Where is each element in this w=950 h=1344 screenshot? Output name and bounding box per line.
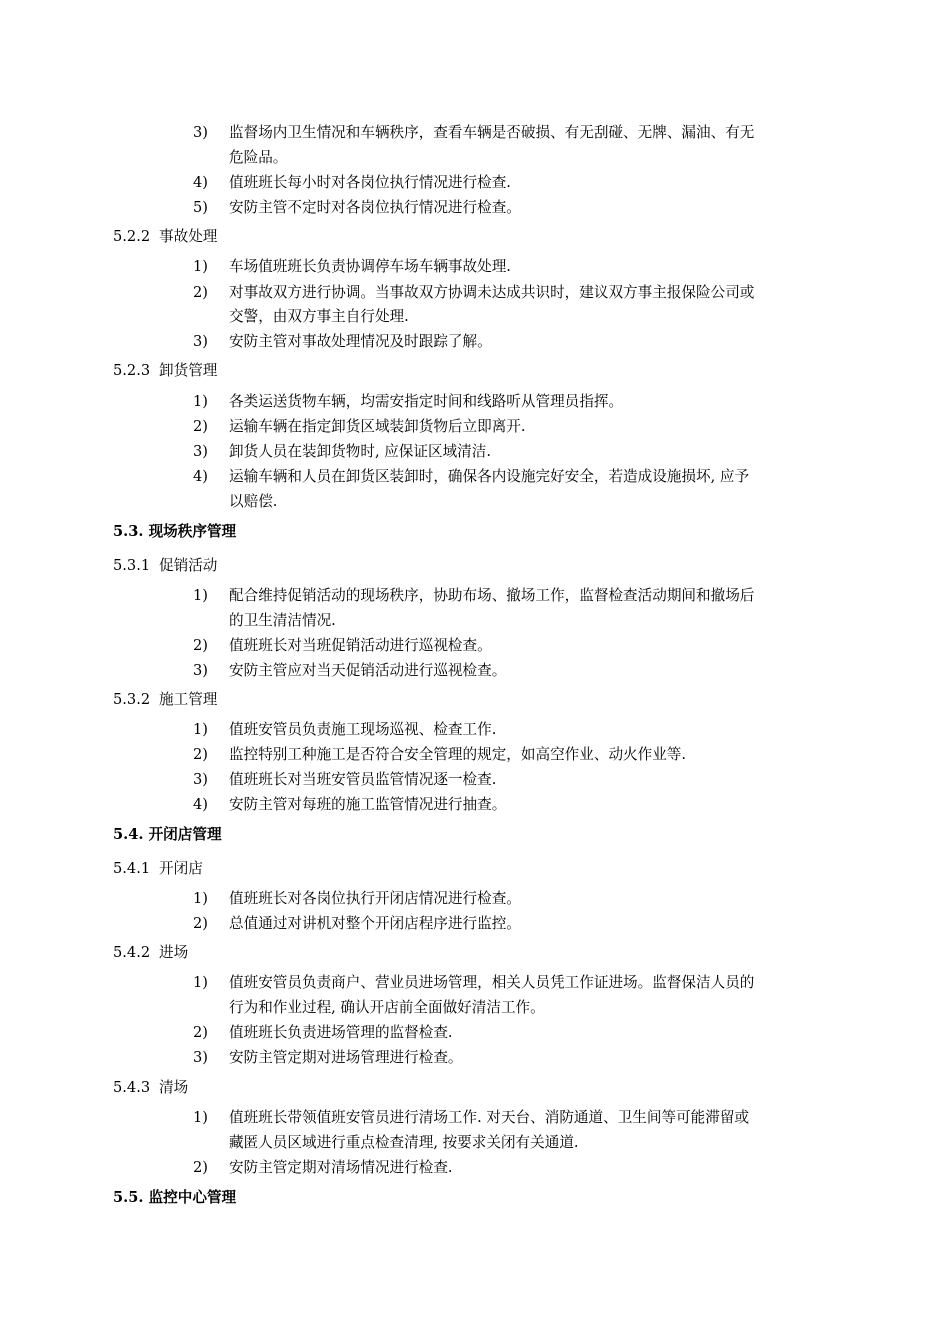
subsection-number: 5.3.2 [113,691,151,708]
list-item-number: 2) [193,1159,208,1176]
list-item-text: 交警，由双方事主自行处理. [229,308,409,325]
list-item-text: 运输车辆在指定卸货区域装卸货物后立即离开. [229,418,526,435]
subsection-number: 5.3.1 [113,557,151,574]
list-item-number: 3) [193,1049,208,1066]
list-item-number: 1) [193,393,208,410]
subsection-title: 清场 [159,1079,189,1096]
list-item-text: 安防主管应对当天促销活动进行巡视检查。 [229,662,507,679]
list-item-number: 1) [193,587,208,604]
subsection-number: 5.2.3 [113,362,151,379]
list-item-number: 1) [193,1109,208,1126]
list-item-number: 2) [193,1024,208,1041]
list-item-text: 值班班长带领值班安管员进行清场工作. 对天台、消防通道、卫生间等可能滞留或 [229,1109,750,1126]
list-item-text: 对事故双方进行协调。当事故双方协调未达成共识时，建议双方事主报保险公司或 [229,284,755,301]
list-item-text: 安防主管定期对清场情况进行检查. [229,1159,453,1176]
list-item-number: 5) [193,199,208,216]
section-title: 现场秩序管理 [148,523,237,540]
list-item-text: 值班班长对当班安管员监管情况逐一检查. [229,771,497,788]
list-item-text: 各类运送货物车辆，均需安指定时间和线路听从管理员指挥。 [229,393,624,410]
subsection-title: 促销活动 [159,557,218,574]
list-item-text: 卸货人员在装卸货物时, 应保证区域清洁. [229,443,492,460]
list-item-number: 3) [193,124,208,141]
subsection-number: 5.2.2 [113,228,151,245]
subsection-title: 进场 [159,944,189,961]
list-item-text: 值班安管员负责施工现场巡视、检查工作. [229,721,497,738]
list-item-text: 安防主管对每班的施工监管情况进行抽查。 [229,796,507,813]
section-title: 开闭店管理 [148,826,222,843]
list-item-number: 1) [193,258,208,275]
list-item-number: 1) [193,974,208,991]
list-item-text: 监控特别工种施工是否符合安全管理的规定，如高空作业、动火作业等. [229,746,687,763]
section-heading [113,825,222,845]
section-heading [113,522,236,542]
list-item-text: 总值通过对讲机对整个开闭店程序进行监控。 [229,915,521,932]
list-item-number: 3) [193,662,208,679]
subsection-number: 5.4.1 [113,860,151,877]
list-item-text: 值班安管员负责商户、营业员进场管理，相关人员凭工作证进场。监督保洁人员的 [229,974,755,991]
list-item-number: 3) [193,443,208,460]
list-item-text: 安防主管对事故处理情况及时跟踪了解。 [229,333,492,350]
list-item-number: 1) [193,721,208,738]
list-item-number: 2) [193,418,208,435]
list-item-number: 2) [193,284,208,301]
subsection-title: 施工管理 [159,691,218,708]
section-heading [113,1188,236,1208]
section-number: 5.3. [113,523,144,540]
list-item-text: 车场值班班长负责协调停车场车辆事故处理. [229,258,511,275]
section-title: 监控中心管理 [148,1189,237,1206]
list-item-text: 配合维持促销活动的现场秩序，协助布场、撤场工作，监督检查活动期间和撤场后 [229,587,755,604]
subsection-number: 5.4.3 [113,1079,151,1096]
list-item-text: 运输车辆和人员在卸货区装卸时，确保各内设施完好安全，若造成设施损坏, 应予 [229,468,750,485]
list-item-number: 4) [193,468,208,485]
subsection-title: 开闭店 [159,860,203,877]
list-item-text: 以赔偿. [229,493,278,510]
list-item-text: 安防主管不定时对各岗位执行情况进行检查。 [229,199,521,216]
list-item-text: 值班班长负责进场管理的监督检查. [229,1024,453,1041]
list-item-text: 危险品。 [229,149,288,166]
list-item-text: 的卫生清洁情况. [229,612,336,629]
list-item-number: 4) [193,174,208,191]
list-item-number: 2) [193,915,208,932]
list-item-number: 2) [193,746,208,763]
list-item-number: 2) [193,637,208,654]
section-number: 5.5. [113,1189,144,1206]
list-item-text: 藏匿人员区域进行重点检查清理, 按要求关闭有关通道. [229,1134,579,1151]
section-number: 5.4. [113,826,144,843]
list-item-text: 值班班长对各岗位执行开闭店情况进行检查。 [229,890,521,907]
list-item-text: 监督场内卫生情况和车辆秩序，查看车辆是否破损、有无刮碰、无牌、漏油、有无 [229,124,755,141]
list-item-text: 值班班长每小时对各岗位执行情况进行检查. [229,174,511,191]
subsection-title: 卸货管理 [159,362,218,379]
list-item-number: 3) [193,771,208,788]
list-item-text: 安防主管定期对进场管理进行检查。 [229,1049,463,1066]
list-item-number: 3) [193,333,208,350]
list-item-number: 4) [193,796,208,813]
list-item-text: 值班班长对当班促销活动进行巡视检查。 [229,637,492,654]
subsection-number: 5.4.2 [113,944,151,961]
list-item-text: 行为和作业过程, 确认开店前全面做好清洁工作。 [229,999,545,1016]
list-item-number: 1) [193,890,208,907]
subsection-title: 事故处理 [159,228,218,245]
